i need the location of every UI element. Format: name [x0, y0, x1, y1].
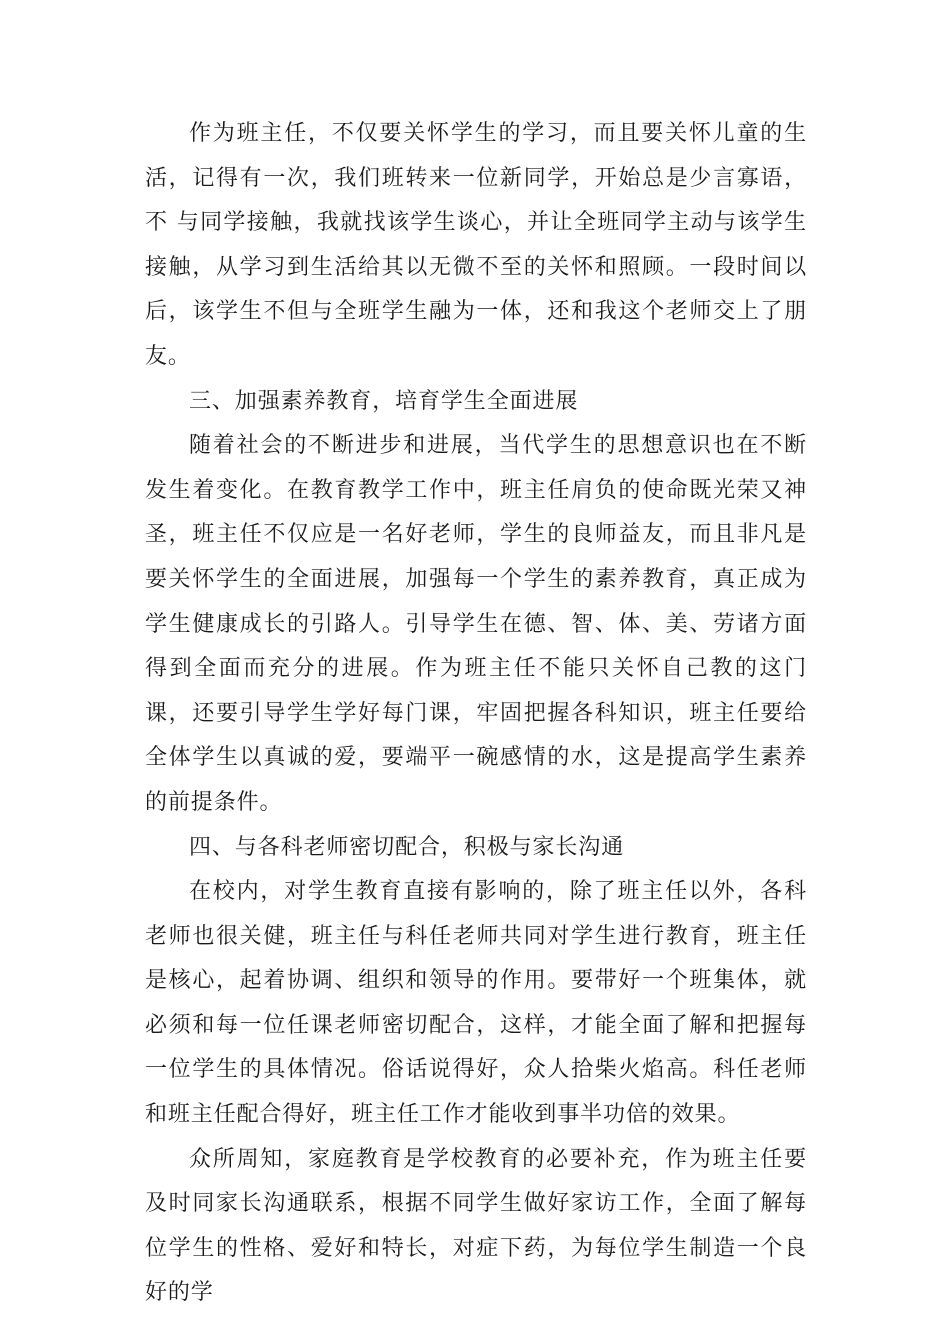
paragraph-class-care: 作为班主任，不仅要关怀学生的学习，而且要关怀儿童的生活，记得有一次，我们班转来一位新同学，开始总是少言寡语，不 与同学接触，我就找该学生谈心，并让全班同学主动与该学生接触，从学习到生活给其以无微不至的关怀和照顾。一段时间以后，该学生不但与全班学生融为一体，还和我这个老师交上了朋友。: [145, 121, 807, 369]
paragraph-quality-education: 随着社会的不断进步和进展，当代学生的思想意识也在不断发生着变化。在教育教学工作中，班主任肩负的使命既光荣又神圣，班主任不仅应是一名好老师，学生的良师益友，而且非凡是要关怀学生的全面进展，加强每一个学生的素养教育，真正成为学生健康成长的引路人。引导学生在德、智、体、美、劳诸方面得到全面而充分的进展。作为班主任不能只关怀自己教的这门课，还要引导学生学好每门课，牢固把握各科知识，班主任要给全体学生以真诚的爱，要端平一碗感情的水，这是提高学生素养的前提条件。: [145, 433, 807, 815]
paragraph-family-education: 众所周知，家庭教育是学校教育的必要补充，作为班主任要及时同家长沟通联系，根据不同学生做好家访工作，全面了解每位学生的性格、爱好和特长，对症下药，为每位学生制造一个良好的学: [145, 1146, 807, 1306]
section-heading-quality-education: 三、加强素养教育，培育学生全面进展: [189, 388, 579, 414]
section-heading-teacher-cooperation: 四、与各科老师密切配合，积极与家长沟通: [189, 834, 625, 860]
document-body: [145, 112, 807, 1316]
paragraph-teacher-cooperation: 在校内，对学生教育直接有影响的，除了班主任以外，各科老师也很关健，班主任与科任老师共同对学生进行教育，班主任是核心，起着协调、组织和领导的作用。要带好一个班集体，就必须和每一位任课老师密切配合，这样，才能全面了解和把握每一位学生的具体情况。俗话说得好，众人拾柴火焰高。科任老师和班主任配合得好，班主任工作才能收到事半功倍的效果。: [145, 879, 807, 1128]
